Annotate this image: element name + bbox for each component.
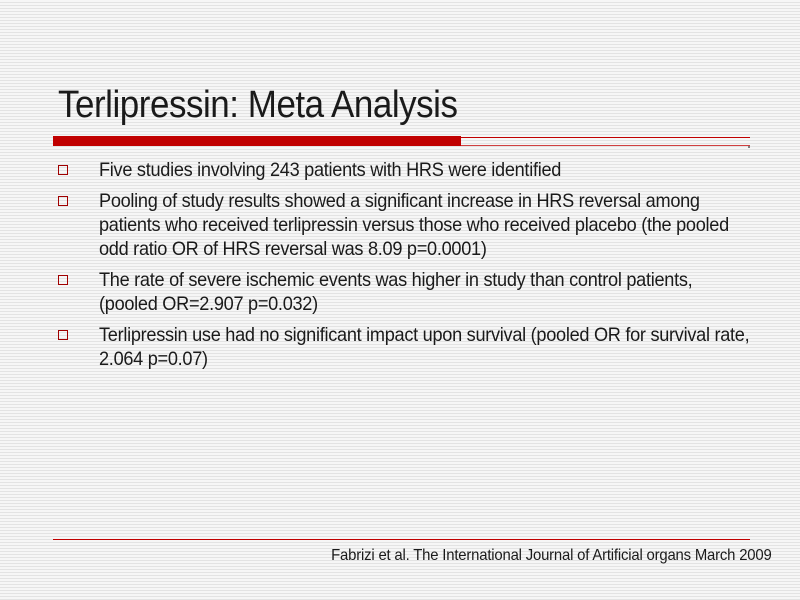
footer-divider	[53, 539, 750, 540]
list-item	[58, 323, 750, 371]
list-item	[58, 189, 729, 261]
square-bullet-icon	[58, 275, 68, 285]
title-underline-thick	[53, 136, 461, 146]
square-bullet-icon	[58, 165, 68, 175]
title-underline-lower	[461, 145, 750, 146]
bullet-text: The rate of severe ischemic events was higher in study than control patients, (pooled OR=2.907 p=0.032)	[99, 269, 693, 315]
list-item	[58, 268, 718, 316]
square-bullet-icon	[58, 330, 68, 340]
bullet-list	[58, 158, 750, 378]
citation-footer: Fabrizi et al. The International Journal of Artificial organs March 2009	[331, 547, 772, 564]
bullet-text: Five studies involving 243 patients with HRS were identified	[99, 159, 562, 181]
list-item	[58, 158, 718, 182]
square-bullet-icon	[58, 196, 68, 206]
slide-title: Terlipressin: Meta Analysis	[58, 84, 458, 126]
bullet-text: Terlipressin use had no significant impact upon survival (pooled OR for survival rate, 2.064 p=0.07)	[99, 324, 750, 370]
decorative-dot	[748, 146, 750, 148]
bullet-text: Pooling of study results showed a significant increase in HRS reversal among patients who received terlipressin versus those who received placebo (the pooled odd ratio OR of HRS reversal was 8.09 p=0.0001)	[99, 190, 729, 260]
